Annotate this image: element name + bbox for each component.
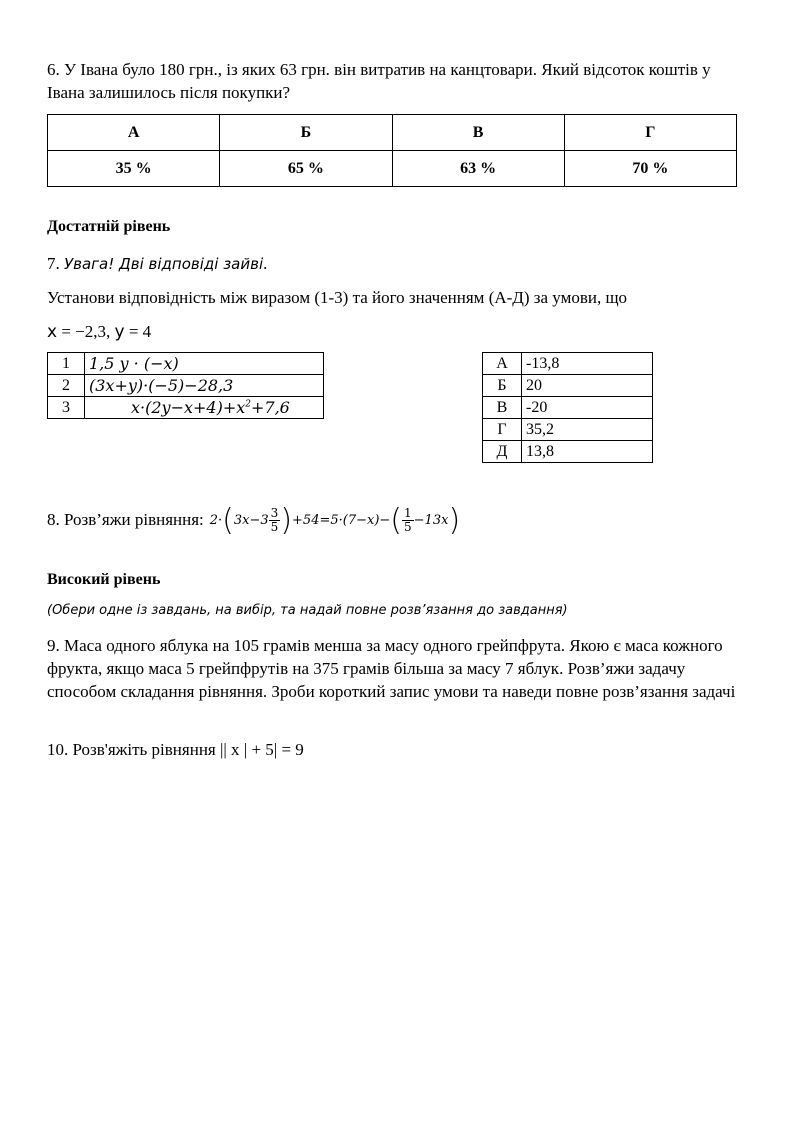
variable-y: у <box>114 322 125 342</box>
question-8-text: 8. Розв’яжи рівняння: <box>47 510 204 529</box>
variable-x: х <box>47 322 58 342</box>
table-row <box>483 419 653 441</box>
value-letter: Г <box>483 419 522 441</box>
question-9-text: 9. Маса одного яблука на 105 грамів менша за масу одного грейпфрута. Якою є маса кожного фрукта, якщо маса 5 грейпфрутів на 375 грамів більша за масу 7 яблук. Розв’яжи задачу способом складання рівняння. Зроби короткий запис умови та наведи повне розв’язання задачі <box>47 636 736 701</box>
expression-1: 1,5 y · (−x) <box>85 353 324 375</box>
options-header-row <box>48 115 737 151</box>
table-row <box>483 375 653 397</box>
table-row <box>48 353 324 375</box>
value-letter: А <box>483 353 522 375</box>
value-number: 35,2 <box>522 419 653 441</box>
question-7-warning-line <box>47 252 267 276</box>
expression-number: 2 <box>48 375 85 397</box>
question-7-condition <box>47 320 151 344</box>
option-letter: Г <box>564 115 736 151</box>
value-number: -13,8 <box>522 353 653 375</box>
section-title-sufficient-level: Достатній рівень <box>47 218 171 235</box>
value-letter: Д <box>483 441 522 463</box>
option-value: 35 % <box>48 151 220 187</box>
question-6-options-table <box>47 114 737 187</box>
section-title-high-level: Високий рівень <box>47 571 161 588</box>
question-10-text: 10. Розв'яжіть рівняння || x | + 5| = 9 <box>47 740 304 759</box>
question-8 <box>47 498 460 542</box>
option-value: 65 % <box>220 151 392 187</box>
x-value: = −2,3, <box>57 322 115 341</box>
expression-2: (3x+y)·(−5)−28,3 <box>85 375 324 397</box>
expression-number: 1 <box>48 353 85 375</box>
expression-number: 3 <box>48 397 85 419</box>
high-level-note: (Обери одне із завдань, на вибір, та надай повне розв’язання до завдання) <box>47 603 568 618</box>
table-row <box>483 441 653 463</box>
question-7-warning-dot: . <box>263 254 268 273</box>
question-7-text: Установи відповідність між виразом (1-3) та його значенням (А-Д) за умови, що <box>47 288 628 307</box>
option-value: 70 % <box>564 151 736 187</box>
options-value-row <box>48 151 737 187</box>
value-number: -20 <box>522 397 653 419</box>
value-number: 20 <box>522 375 653 397</box>
expression-3: $x\cdot(2y-x+4)+x^2+7,6$ <box>85 397 324 419</box>
value-letter: Б <box>483 375 522 397</box>
value-letter: В <box>483 397 522 419</box>
option-letter: А <box>48 115 220 151</box>
table-row <box>48 397 324 419</box>
table-row <box>483 353 653 375</box>
question-7-warning: Увага! Дві відповіді зайві <box>64 255 264 273</box>
option-letter: В <box>392 115 564 151</box>
value-number: 13,8 <box>522 441 653 463</box>
question-6-text: 6. У Івана було 180 грн., із яких 63 грн. він витратив на канцтовари. Який відсоток коштів у Івана залишилось після покупки? <box>47 60 711 102</box>
question-7-number: 7. <box>47 254 60 273</box>
values-table <box>482 352 653 463</box>
y-value: = 4 <box>124 322 152 341</box>
question-8-equation: 2·(3x−3 $\frac{3}{5}$ )+54=5·(7−x)−( $\frac{1}{5}$ −13x) <box>209 502 461 538</box>
expressions-table <box>47 352 324 419</box>
table-row <box>483 397 653 419</box>
option-value: 63 % <box>392 151 564 187</box>
table-row <box>48 375 324 397</box>
option-letter: Б <box>220 115 392 151</box>
